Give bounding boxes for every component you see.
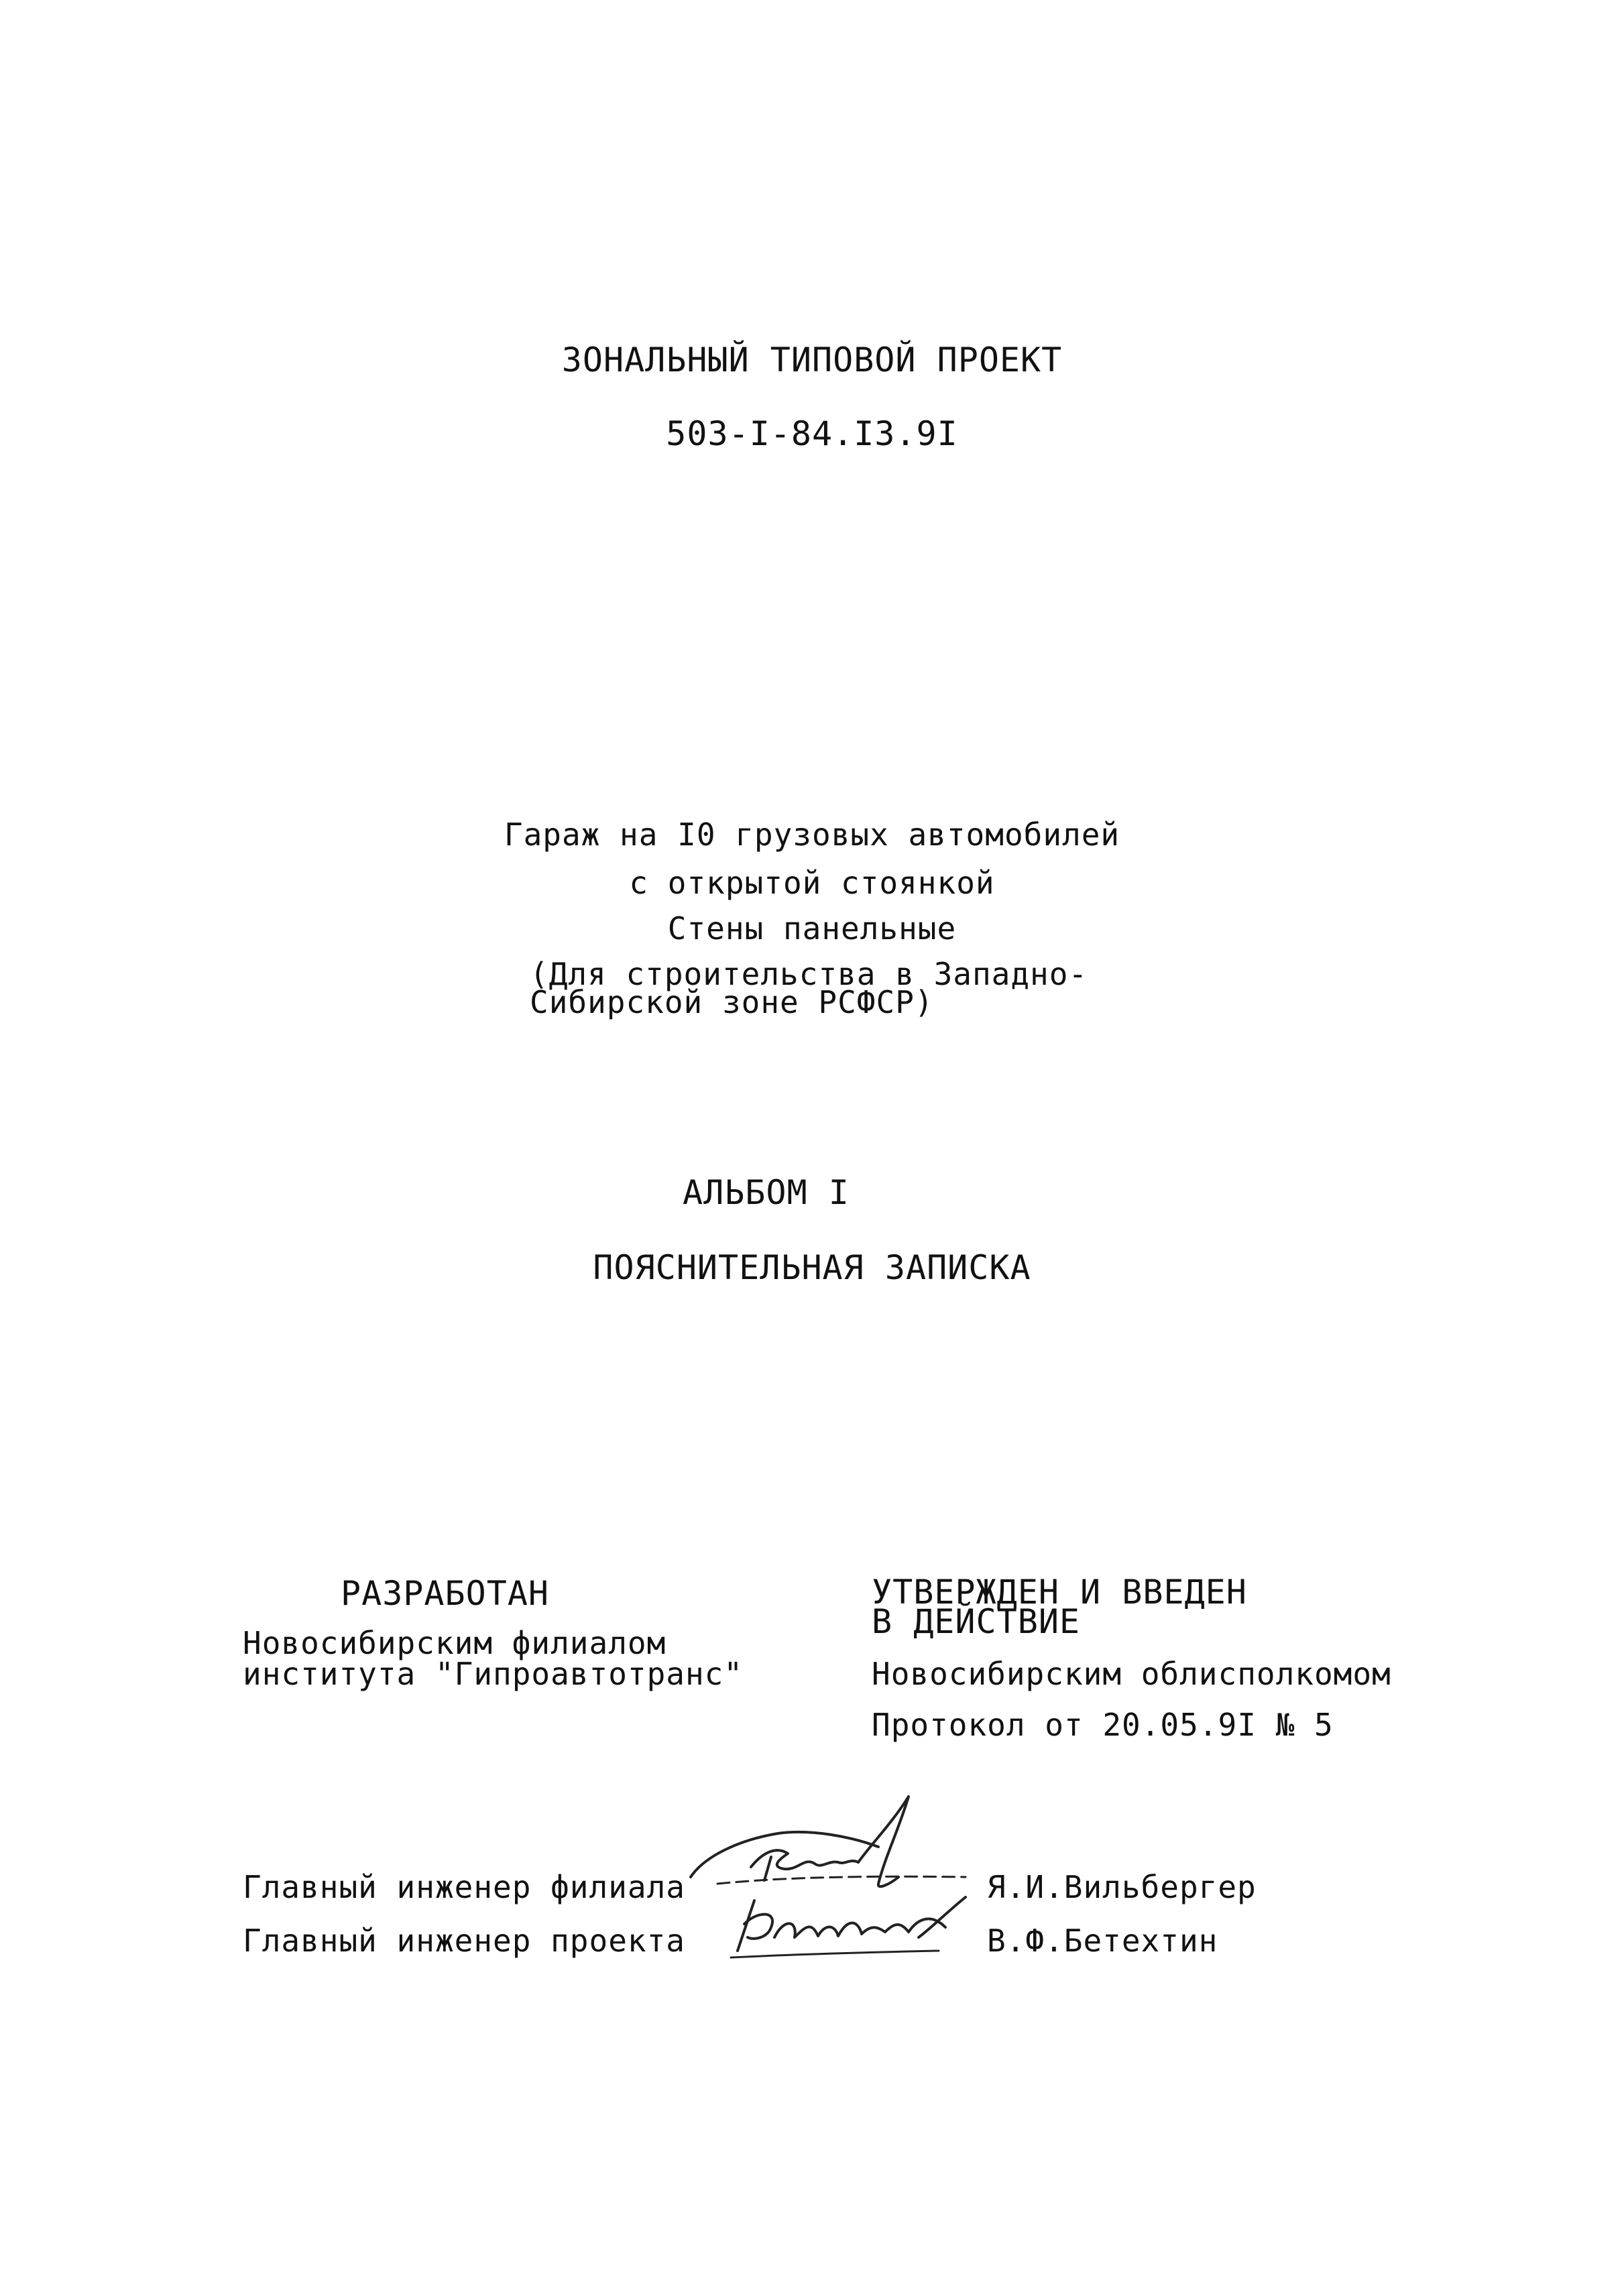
- developed-org-line-2: института "Гипроавтотранс": [243, 1656, 744, 1692]
- developed-org-line-1: Новосибирским филиалом: [243, 1625, 666, 1661]
- project-title: ЗОНАЛЬНЫЙ ТИПОВОЙ ПРОЕКТ: [561, 341, 1063, 379]
- signatory-name-2: В.Ф.Бетехтин: [987, 1923, 1218, 1959]
- subject-line-2: с открытой стоянкой: [629, 865, 995, 901]
- subject-line-1: Гараж на I0 грузовых автомобилей: [504, 817, 1120, 853]
- subject-line-4: (Для строительства в Западно-: [530, 956, 1088, 992]
- approved-org: Новосибирским облисполкомом: [872, 1656, 1391, 1692]
- subject-line-3: Стены панельные: [667, 910, 957, 947]
- signatory-role-1: Главный инженер филиала: [243, 1869, 685, 1905]
- approval-protocol: Протокол от 20.05.9I № 5: [872, 1707, 1334, 1743]
- developed-label: РАЗРАБОТАН: [341, 1574, 550, 1613]
- album-name: ПОЯСНИТЕЛЬНАЯ ЗАПИСКА: [593, 1248, 1031, 1287]
- approved-label-line-2: В ДЕЙСТВИЕ: [872, 1602, 1081, 1641]
- approved-label-line-1: УТВЕРЖДЕН И ВВЕДЕН: [872, 1573, 1247, 1612]
- signature-2-image: [717, 1890, 986, 1964]
- signatory-name-1: Я.И.Вильбергер: [987, 1869, 1257, 1905]
- album-number: АЛЬБОМ I: [683, 1173, 850, 1212]
- project-code: 503-I-84.I3.9I: [666, 414, 958, 453]
- subject-line-5: Сибирской зоне РСФСР): [530, 984, 934, 1020]
- signatory-role-2: Главный инженер проекта: [243, 1923, 685, 1959]
